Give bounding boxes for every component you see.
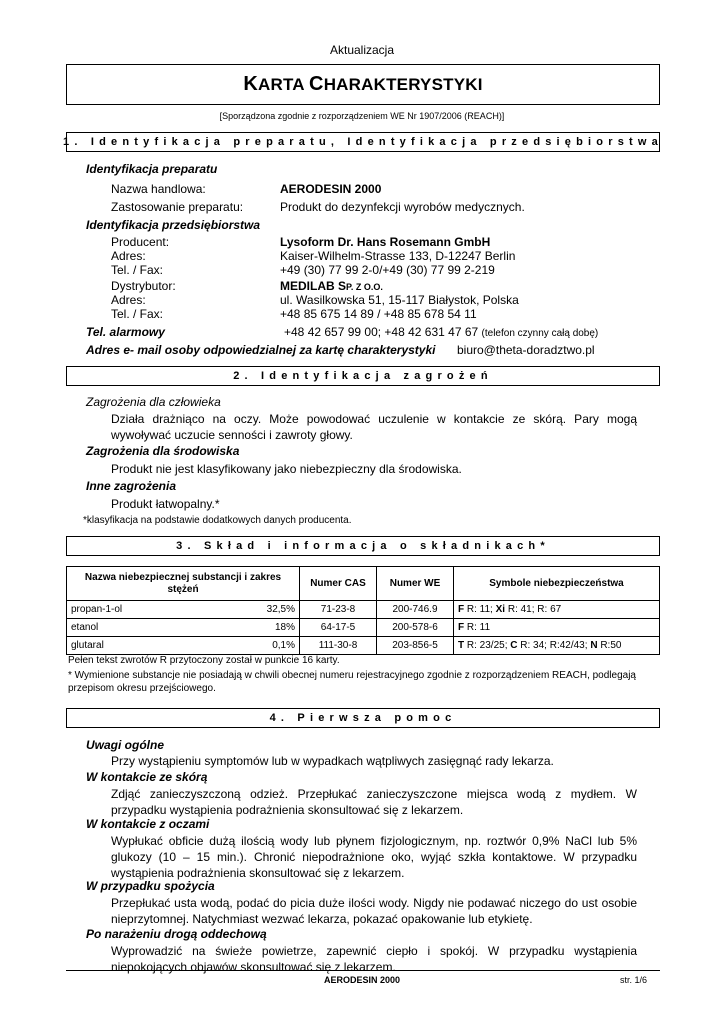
composition-table — [66, 566, 660, 655]
trade-name-label: Nazwa handlowa: — [111, 182, 206, 196]
we-cell: 200-578-6 — [377, 619, 454, 637]
section-1-heading: 1. Identyfikacja preparatu, Identyfikacja przedsiębiorstwa — [66, 132, 660, 152]
distributor-address-value: ul. Wasilkowska 51, 15-117 Białystok, Polska — [280, 293, 519, 307]
distributor-value: MEDILAB SP. Z O.O. — [280, 279, 383, 293]
trade-name-value: AERODESIN 2000 — [280, 182, 382, 196]
env-hazards-text: Produkt nie jest klasyfikowany jako niebezpieczny dla środowiska. — [111, 462, 462, 476]
distributor-phone-value: +48 85 675 14 89 / +48 85 678 54 11 — [280, 307, 477, 321]
producer-phone-label: Tel. / Fax: — [111, 263, 164, 277]
distributor-label: Dystrybutor: — [111, 279, 176, 293]
reach-note: * Wymienione substancje nie posiadają w chwili obecnej numeru rejestracyjnego zgodnie z rozporządzeniem REACH, podlegają przepisom okresu przejściowego. — [68, 670, 636, 694]
general-notes-heading: Uwagi ogólne — [86, 738, 164, 752]
ingestion-text: Przepłukać usta wodą, podać do picia duże ilości wody. Nigdy nie podawać niczego do ust osobie nieprzytomnej. Natychmiast wezwać lekarza, pokazać opakowanie lub etykietę. — [111, 896, 637, 926]
col-we: Numer WE — [377, 567, 454, 601]
table-row — [67, 601, 660, 619]
col-symbols: Symbole niebezpieczeństwa — [454, 567, 660, 601]
substance-cell: etanol 18% — [67, 619, 300, 637]
company-id-heading: Identyfikacja przedsiębiorstwa — [86, 218, 261, 232]
producer-phone-value: +49 (30) 77 99 2-0/+49 (30) 77 99 2-219 — [280, 263, 495, 277]
skin-contact-text: Zdjąć zanieczyszczoną odzież. Przepłukać zanieczyszczone miejsca wodą z mydłem. W przypadku wystąpienia podrażnienia skonsultować się z lekarzem. — [111, 787, 637, 817]
col-cas: Numer CAS — [300, 567, 377, 601]
producer-address-label: Adres: — [111, 249, 146, 263]
symbols-cell: F R: 11; Xi R: 41; R: 67 — [454, 601, 660, 619]
eye-contact-text: Wypłukać obficie dużą ilością wody lub płynem fizjologicznym, np. roztwór 0,9% NaCl lub 5% glukozy (10 – 15 min.). Chronić niepodrażnione oko, wyjąć szkła kontaktowe. W przypadku wystąpienia podrażnienia skonsultować się z lekarzem. — [111, 834, 637, 880]
prep-id-heading: Identyfikacja preparatu — [86, 162, 218, 176]
cas-cell: 64-17-5 — [300, 619, 377, 637]
eye-contact-heading: W kontakcie z oczami — [86, 817, 210, 831]
we-cell: 200-746.9 — [377, 601, 454, 619]
ingestion-heading: W przypadku spożycia — [86, 879, 215, 893]
footer-divider — [66, 970, 660, 971]
table-row — [67, 637, 660, 655]
email-value[interactable]: biuro@theta-doradztwo.pl — [457, 343, 595, 357]
substance-cell: propan-1-ol 32,5% — [67, 601, 300, 619]
inhalation-text: Wyprowadzić na świeże powietrze, zapewnić ciepło i spokój. W przypadku wystąpienia niepokojących objawów skonsultować się z lekarzem. — [111, 944, 637, 974]
classification-footnote: *klasyfikacja na podstawie dodatkowych danych producenta. — [83, 515, 352, 526]
alarm-phone-label: Tel. alarmowy — [86, 325, 165, 339]
alarm-phone-value: +48 42 657 99 00; +48 42 631 47 67 (telefon czynny całą dobę) — [284, 325, 599, 339]
symbols-cell: T R: 23/25; C R: 34; R:42/43; N R:50 — [454, 637, 660, 655]
other-hazards-heading: Inne zagrożenia — [86, 479, 177, 493]
update-label: Aktualizacja — [329, 43, 395, 57]
document-title: KARTA CHARAKTERYSTYKI — [243, 73, 483, 95]
use-label: Zastosowanie preparatu: — [111, 200, 244, 214]
section-4-heading: 4. Pierwsza pomoc — [66, 708, 660, 728]
email-label: Adres e- mail osoby odpowiedzialnej za kartę charakterystyki — [86, 343, 436, 357]
symbols-cell: F R: 11 — [454, 619, 660, 637]
table-header-row — [67, 567, 660, 601]
skin-contact-heading: W kontakcie ze skórą — [86, 770, 208, 784]
footer-page-number: str. 1/6 — [620, 975, 648, 985]
human-hazards-heading: Zagrożenia dla człowieka — [86, 395, 221, 409]
title-box — [66, 64, 660, 105]
we-cell: 203-856-5 — [377, 637, 454, 655]
human-hazards-text: Działa drażniąco na oczy. Może powodować uczulenie w kontakcie ze skórą. Pary mogą wywoływać uczucie senności i zawroty głowy. — [111, 412, 637, 442]
distributor-address-label: Adres: — [111, 293, 146, 307]
footer-product-name: AERODESIN 2000 — [323, 975, 401, 985]
col-substance: Nazwa niebezpiecznej substancji i zakres stężeń — [67, 567, 300, 601]
inhalation-heading: Po narażeniu drogą oddechową — [86, 927, 267, 941]
other-hazards-text: Produkt łatwopalny.* — [111, 497, 220, 511]
table-row — [67, 619, 660, 637]
producer-label: Producent: — [111, 235, 170, 249]
producer-value: Lysoform Dr. Hans Rosemann GmbH — [280, 235, 491, 249]
env-hazards-heading: Zagrożenia dla środowiska — [86, 444, 240, 458]
producer-address-value: Kaiser-Wilhelm-Strasse 133, D-12247 Berlin — [280, 249, 516, 263]
regulation-subtitle: [Sporządzona zgodnie z rozporządzeniem WE Nr 1907/2006 (REACH)] — [219, 111, 505, 121]
cas-cell: 71-23-8 — [300, 601, 377, 619]
r-phrases-note: Pełen tekst zwrotów R przytoczony został w punkcie 16 karty. — [68, 655, 340, 666]
distributor-phone-label: Tel. / Fax: — [111, 307, 164, 321]
general-notes-text: Przy wystąpieniu symptomów lub w wypadkach wątpliwych zasięgnąć rady lekarza. — [111, 754, 554, 768]
cas-cell: 111-30-8 — [300, 637, 377, 655]
use-value: Produkt do dezynfekcji wyrobów medycznych. — [280, 200, 525, 214]
substance-cell: glutaral 0,1% — [67, 637, 300, 655]
section-2-heading: 2. Identyfikacja zagrożeń — [66, 366, 660, 386]
section-3-heading: 3. Skład i informacja o składnikach* — [66, 536, 660, 556]
